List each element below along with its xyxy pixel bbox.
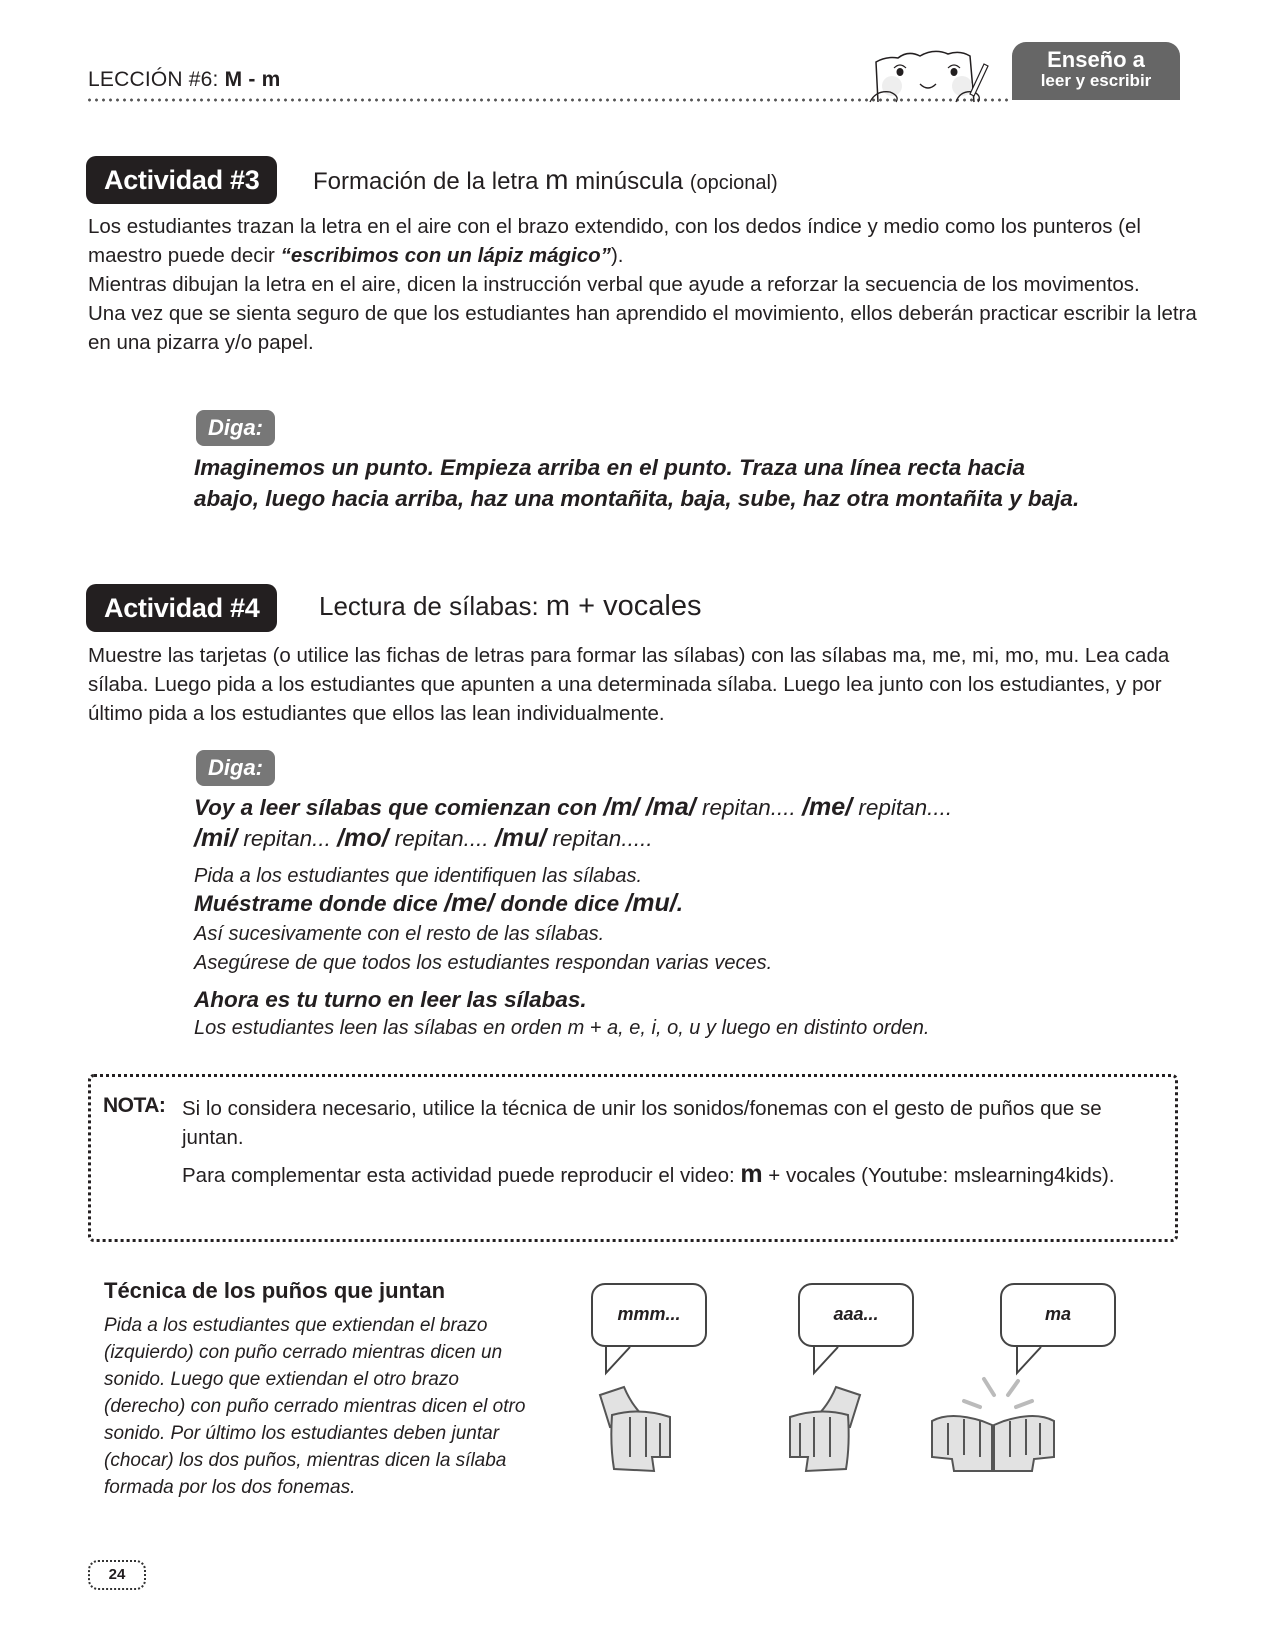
nota-line-2-end: + vocales (Youtube: mslearning4kids). xyxy=(762,1164,1115,1187)
brand-line1: Enseño a xyxy=(1047,47,1145,72)
script-line-1 xyxy=(194,792,1194,823)
repitan: repitan.... xyxy=(695,795,803,820)
title-text: Lectura de sílabas: xyxy=(319,591,546,621)
diga-label: Diga: xyxy=(196,750,275,786)
syllable-mi: /mi/ xyxy=(194,824,238,852)
lesson-letter: M - m xyxy=(224,68,281,91)
paragraph-2: Mientras dibujan la letra en el aire, dicen la instrucción verbal que ayude a reforzar la secuencia de los movimentos. xyxy=(88,273,1140,296)
fists-bump-icon xyxy=(932,1416,1054,1471)
repitan: repitan.... xyxy=(852,795,953,820)
activity-4-badge: Actividad #4 xyxy=(86,584,277,632)
paragraph-1 xyxy=(88,212,1198,270)
nota-label: NOTA: xyxy=(103,1094,166,1117)
nota-line-2-text: Para complementar esta actividad puede reproducir el video: xyxy=(182,1164,741,1187)
activity-3-instructions xyxy=(88,212,1198,357)
repitan: repitan.... xyxy=(388,826,495,851)
title-note: (opcional) xyxy=(689,172,778,194)
activity-3-title xyxy=(313,164,778,196)
lesson-title xyxy=(88,68,280,92)
muestrame-text: Muéstrame donde dice xyxy=(194,891,445,916)
order-instruction: Los estudiantes leen las sílabas en orden m + a, e, i, o, u y luego en distinto orden. xyxy=(194,1017,930,1039)
script-line-1: Imaginemos un punto. Empieza arriba en el punto. Traza una línea recta hacia xyxy=(194,455,1026,480)
right-fist-icon xyxy=(790,1387,860,1471)
syllable-me: /me/ xyxy=(802,793,853,821)
muestrame-line xyxy=(194,888,683,919)
nota-letter: m xyxy=(740,1160,763,1188)
activity-4-script xyxy=(194,792,1194,854)
title-formula: m + vocales xyxy=(545,590,702,622)
speech-bubble-aaa: aaa... xyxy=(798,1283,914,1347)
speech-bubble-mmm: mmm... xyxy=(591,1283,707,1347)
syllable-mo: /mo/ xyxy=(337,824,389,852)
asi-instruction: Así sucesivamente con el resto de las sílabas. xyxy=(194,923,605,945)
script-line-2: abajo, luego hacia arriba, haz una montañita, baja, sube, haz otra montañita y baja. xyxy=(194,486,1080,511)
p1-text: Los estudiantes trazan la letra en el aire con el brazo extendido, con los dedos índice y medio como los punteros (el maestro puede decir xyxy=(88,215,1141,267)
muestrame-mid: donde dice xyxy=(494,891,626,916)
technique-description: Pida a los estudiantes que extiendan el brazo (izquierdo) con puño cerrado mientras dicen un sonido. Luego que extiendan el otro brazo (derecho) con puño cerrado mientras dicen el otro sonido. Por último los estudiantes deben juntar (chocar) los dos puños, mientras dicen la sílaba formada por los dos fonemas. xyxy=(104,1315,526,1498)
repitan: repitan..... xyxy=(546,826,653,851)
syllable-mu: /mu/ xyxy=(625,889,677,917)
speech-bubble-ma: ma xyxy=(1000,1283,1116,1347)
title-letter: m xyxy=(545,164,569,195)
impact-lines-icon xyxy=(964,1379,1032,1407)
voy-text: Voy a leer sílabas que comienzan con xyxy=(194,795,604,820)
p1-end: ). xyxy=(610,244,624,267)
left-fist-icon xyxy=(600,1387,670,1471)
syllable-m: /m/ xyxy=(603,793,640,821)
page-number: 24 xyxy=(88,1560,146,1590)
pida-instruction: Pida a los estudiantes que identifiquen las sílabas. xyxy=(194,865,643,887)
paragraph-3: Una vez que se sienta seguro de que los estudiantes han aprendido el movimiento, ellos deberán practicar escribir la letra en una pizarra y/o papel. xyxy=(88,302,1197,354)
title-text-post: minúscula xyxy=(568,168,690,195)
activity-3-badge: Actividad #3 xyxy=(86,156,277,204)
syllable-mu: /mu/ xyxy=(494,824,547,852)
brand-badge xyxy=(1012,42,1180,100)
ahora-line: Ahora es tu turno en leer las sílabas. xyxy=(194,987,587,1012)
asegurese-instruction: Asegúrese de que todos los estudiantes respondan varias veces. xyxy=(194,952,773,974)
technique-title: Técnica de los puños que juntan xyxy=(104,1278,446,1303)
activity-4-title xyxy=(319,590,701,623)
diga-label: Diga: xyxy=(196,410,275,446)
p1-quote: “escribimos con un lápiz mágico” xyxy=(280,244,611,267)
nota-line-1: Si lo considera necesario, utilice la técnica de unir los sonidos/fonemas con el gesto de puños que se juntan. xyxy=(182,1097,1102,1149)
repitan: repitan... xyxy=(237,826,338,851)
activity-4-instructions: Muestre las tarjetas (o utilice las fichas de letras para formar las sílabas) con las sílabas ma, me, mi, mo, mu. Lea cada sílaba. Luego pida a los estudiantes que apunten a una determinada sílaba. Luego lea junto con los estudiantes, y por último pida a los estudiantes que ellos las lean individualmente. xyxy=(88,644,1170,725)
title-text: Formación de la letra xyxy=(313,168,546,195)
script-line-2 xyxy=(194,823,1194,854)
brand-line2: leer y escribir xyxy=(1040,71,1152,90)
mascot-illustration-icon xyxy=(856,42,1006,104)
lesson-prefix: LECCIÓN #6: xyxy=(88,68,225,91)
nota-line-2 xyxy=(182,1160,1122,1190)
syllable-me: /me/ xyxy=(444,889,495,917)
fists-illustration-icon xyxy=(560,1345,1160,1495)
activity-3-script xyxy=(194,452,1194,514)
syllable-ma: /ma/ xyxy=(645,793,696,821)
period: . xyxy=(676,891,684,916)
